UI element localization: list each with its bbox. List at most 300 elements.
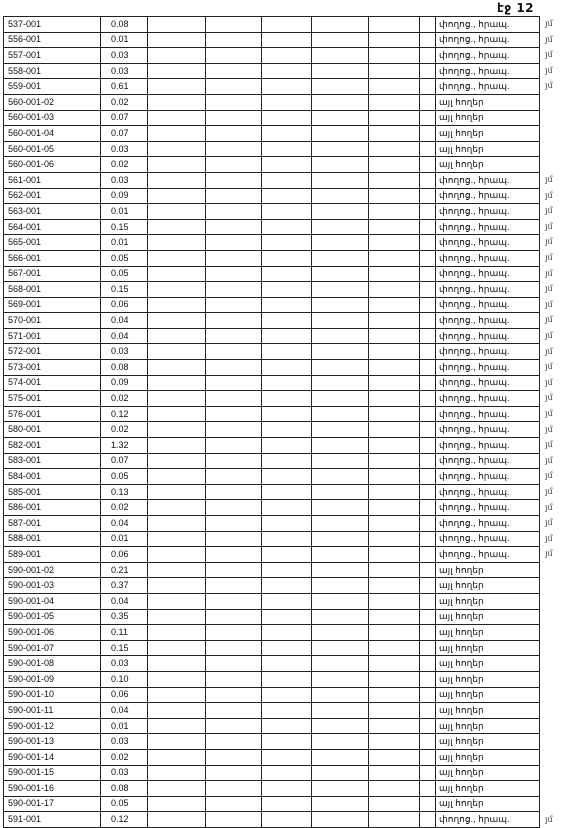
parcel-code-cell: 559-001 [4, 79, 101, 95]
land-type-cell: այլ հողեր [436, 656, 540, 672]
empty-cell [262, 656, 312, 672]
empty-cell [420, 79, 436, 95]
area-value-cell: 0.15 [101, 640, 148, 656]
table-row [4, 126, 540, 142]
land-type-cell: փողոց., հրապ. [436, 812, 540, 828]
land-type-cell: փողոց., հրապ. [436, 250, 540, 266]
parcel-code-cell: 567-001 [4, 266, 101, 282]
land-type-cell: փողոց., հրապ. [436, 391, 540, 407]
empty-cell [420, 718, 436, 734]
empty-cell [312, 360, 369, 376]
empty-cell [420, 360, 436, 376]
area-value-cell: 0.08 [101, 360, 148, 376]
empty-cell [369, 625, 420, 641]
margin-mark: յմ [545, 377, 553, 387]
empty-cell [262, 578, 312, 594]
empty-cell [420, 63, 436, 79]
empty-cell [420, 126, 436, 142]
land-type-cell: փողոց., հրապ. [436, 297, 540, 313]
empty-cell [148, 656, 206, 672]
empty-cell [369, 422, 420, 438]
empty-cell [369, 126, 420, 142]
land-type-cell: փողոց., հրապ. [436, 172, 540, 188]
empty-cell [262, 126, 312, 142]
table-row [4, 796, 540, 812]
empty-cell [312, 422, 369, 438]
area-value-cell: 0.03 [101, 63, 148, 79]
empty-cell [312, 406, 369, 422]
empty-cell [312, 484, 369, 500]
empty-cell [148, 453, 206, 469]
empty-cell [420, 110, 436, 126]
parcel-code-cell: 590-001-06 [4, 625, 101, 641]
table-row [4, 48, 540, 64]
area-value-cell: 0.06 [101, 687, 148, 703]
land-type-cell: փողոց., հրապ. [436, 547, 540, 563]
empty-cell [206, 266, 262, 282]
empty-cell [262, 687, 312, 703]
empty-cell [369, 531, 420, 547]
empty-cell [312, 172, 369, 188]
margin-mark: յմ [545, 487, 553, 496]
land-type-cell: փողոց., հրապ. [436, 438, 540, 454]
land-type-cell: այլ հողեր [436, 796, 540, 812]
parcel-code-cell: 557-001 [4, 48, 101, 64]
area-value-cell: 0.61 [101, 79, 148, 95]
land-type-cell: փողոց., հրապ. [436, 48, 540, 64]
margin-mark: յմ [545, 814, 553, 824]
empty-cell [420, 235, 436, 251]
empty-cell [206, 204, 262, 220]
empty-cell [206, 219, 262, 235]
empty-cell [312, 516, 369, 532]
margin-mark: յմ [545, 393, 553, 403]
empty-cell [206, 703, 262, 719]
empty-cell [420, 297, 436, 313]
empty-cell [148, 344, 206, 360]
land-type-cell: փողոց., հրապ. [436, 282, 540, 298]
empty-cell [312, 578, 369, 594]
table-row [4, 344, 540, 360]
parcel-code-cell: 590-001-14 [4, 749, 101, 765]
empty-cell [262, 313, 312, 329]
parcel-code-cell: 590-001-03 [4, 578, 101, 594]
empty-cell [206, 17, 262, 33]
empty-cell [206, 188, 262, 204]
area-value-cell: 0.02 [101, 157, 148, 173]
empty-cell [262, 235, 312, 251]
empty-cell [420, 687, 436, 703]
margin-mark: յմ [545, 424, 553, 434]
margin-mark: յմ [545, 299, 553, 309]
margin-mark: յմ [545, 346, 553, 356]
empty-cell [148, 110, 206, 126]
empty-cell [420, 812, 436, 828]
area-value-cell: 0.12 [101, 406, 148, 422]
empty-cell [262, 765, 312, 781]
empty-cell [148, 406, 206, 422]
empty-cell [312, 547, 369, 563]
empty-cell [420, 469, 436, 485]
empty-cell [262, 344, 312, 360]
empty-cell [369, 344, 420, 360]
parcel-code-cell: 560-001-04 [4, 126, 101, 142]
empty-cell [369, 141, 420, 157]
area-value-cell: 0.09 [101, 375, 148, 391]
empty-cell [312, 32, 369, 48]
empty-cell [206, 484, 262, 500]
empty-cell [148, 438, 206, 454]
area-value-cell: 0.02 [101, 94, 148, 110]
land-type-cell: այլ հողեր [436, 734, 540, 750]
empty-cell [312, 453, 369, 469]
empty-cell [420, 656, 436, 672]
parcel-code-cell: 590-001-13 [4, 734, 101, 750]
empty-cell [206, 110, 262, 126]
empty-cell [148, 17, 206, 33]
empty-cell [369, 48, 420, 64]
empty-cell [312, 593, 369, 609]
land-type-cell: փողոց., հրապ. [436, 235, 540, 251]
empty-cell [206, 734, 262, 750]
table-row [4, 172, 540, 188]
empty-cell [206, 63, 262, 79]
table-row [4, 781, 540, 797]
parcel-code-cell: 560-001-06 [4, 157, 101, 173]
empty-cell [420, 32, 436, 48]
area-value-cell: 0.07 [101, 110, 148, 126]
table-row [4, 63, 540, 79]
parcel-code-cell: 590-001-07 [4, 640, 101, 656]
table-row [4, 547, 540, 563]
land-type-cell: փողոց., հրապ. [436, 422, 540, 438]
area-value-cell: 0.05 [101, 469, 148, 485]
empty-cell [369, 32, 420, 48]
parcel-code-cell: 574-001 [4, 375, 101, 391]
land-type-cell: փողոց., հրապ. [436, 344, 540, 360]
empty-cell [206, 422, 262, 438]
empty-cell [312, 126, 369, 142]
table-body [4, 17, 540, 828]
empty-cell [206, 640, 262, 656]
table-row [4, 266, 540, 282]
parcel-code-cell: 587-001 [4, 516, 101, 532]
empty-cell [262, 391, 312, 407]
margin-mark: յմ [545, 34, 553, 44]
empty-cell [262, 531, 312, 547]
empty-cell [262, 266, 312, 282]
empty-cell [148, 796, 206, 812]
empty-cell [312, 625, 369, 641]
empty-cell [148, 703, 206, 719]
parcel-code-cell: 576-001 [4, 406, 101, 422]
table-row [4, 500, 540, 516]
land-type-cell: այլ հողեր [436, 718, 540, 734]
empty-cell [312, 313, 369, 329]
table-row [4, 687, 540, 703]
empty-cell [369, 687, 420, 703]
land-type-cell: փողոց., հրապ. [436, 328, 540, 344]
land-type-cell: փողոց., հրապ. [436, 79, 540, 95]
empty-cell [312, 141, 369, 157]
parcel-code-cell: 573-001 [4, 360, 101, 376]
table-row [4, 516, 540, 532]
area-value-cell: 0.10 [101, 671, 148, 687]
table-row [4, 219, 540, 235]
table-row [4, 250, 540, 266]
area-value-cell: 0.03 [101, 344, 148, 360]
area-value-cell: 0.04 [101, 703, 148, 719]
empty-cell [312, 609, 369, 625]
margin-mark: յմ [545, 440, 553, 450]
empty-cell [206, 671, 262, 687]
area-value-cell: 0.08 [101, 781, 148, 797]
table-row [4, 749, 540, 765]
empty-cell [148, 469, 206, 485]
margin-mark: յմ [545, 175, 553, 184]
page-number: էջ 12 [497, 1, 535, 15]
empty-cell [420, 734, 436, 750]
table-row [4, 609, 540, 625]
table-row [4, 406, 540, 422]
parcel-code-cell: 582-001 [4, 438, 101, 454]
table-row [4, 17, 540, 33]
empty-cell [262, 703, 312, 719]
empty-cell [206, 500, 262, 516]
empty-cell [206, 328, 262, 344]
land-parcel-table [3, 16, 540, 828]
empty-cell [369, 250, 420, 266]
empty-cell [369, 79, 420, 95]
area-value-cell: 0.12 [101, 812, 148, 828]
margin-mark: յմ [545, 221, 553, 231]
land-type-cell: փողոց., հրապ. [436, 516, 540, 532]
table-row [4, 593, 540, 609]
empty-cell [262, 360, 312, 376]
empty-cell [369, 406, 420, 422]
land-type-cell: այլ հողեր [436, 141, 540, 157]
empty-cell [148, 48, 206, 64]
area-value-cell: 0.37 [101, 578, 148, 594]
area-value-cell: 0.04 [101, 328, 148, 344]
land-type-cell: այլ հողեր [436, 781, 540, 797]
parcel-code-cell: 561-001 [4, 172, 101, 188]
parcel-code-cell: 537-001 [4, 17, 101, 33]
land-type-cell: այլ հողեր [436, 671, 540, 687]
empty-cell [369, 17, 420, 33]
empty-cell [369, 484, 420, 500]
margin-mark: յմ [545, 268, 553, 278]
margin-mark: յմ [545, 190, 553, 200]
land-type-cell: փողոց., հրապ. [436, 266, 540, 282]
table-row [4, 765, 540, 781]
empty-cell [369, 578, 420, 594]
area-value-cell: 0.02 [101, 749, 148, 765]
empty-cell [312, 48, 369, 64]
empty-cell [420, 17, 436, 33]
area-value-cell: 0.01 [101, 531, 148, 547]
empty-cell [206, 406, 262, 422]
empty-cell [148, 188, 206, 204]
empty-cell [420, 344, 436, 360]
empty-cell [420, 703, 436, 719]
area-value-cell: 0.03 [101, 172, 148, 188]
land-type-cell: այլ հողեր [436, 749, 540, 765]
empty-cell [206, 718, 262, 734]
empty-cell [262, 94, 312, 110]
empty-cell [148, 749, 206, 765]
land-type-cell: այլ հողեր [436, 110, 540, 126]
empty-cell [148, 609, 206, 625]
empty-cell [420, 375, 436, 391]
parcel-code-cell: 586-001 [4, 500, 101, 516]
empty-cell [420, 500, 436, 516]
empty-cell [420, 204, 436, 220]
empty-cell [206, 593, 262, 609]
empty-cell [262, 749, 312, 765]
empty-cell [369, 749, 420, 765]
table-row [4, 531, 540, 547]
empty-cell [262, 718, 312, 734]
empty-cell [262, 375, 312, 391]
empty-cell [148, 781, 206, 797]
land-type-cell: այլ հողեր [436, 703, 540, 719]
empty-cell [420, 781, 436, 797]
empty-cell [148, 266, 206, 282]
area-value-cell: 0.02 [101, 391, 148, 407]
land-type-cell: փողոց., հրապ. [436, 360, 540, 376]
empty-cell [312, 500, 369, 516]
table-row [4, 360, 540, 376]
empty-cell [148, 765, 206, 781]
empty-cell [420, 609, 436, 625]
empty-cell [148, 812, 206, 828]
empty-cell [206, 282, 262, 298]
empty-cell [148, 172, 206, 188]
empty-cell [369, 765, 420, 781]
land-type-cell: փողոց., հրապ. [436, 188, 540, 204]
empty-cell [420, 188, 436, 204]
empty-cell [369, 718, 420, 734]
parcel-code-cell: 558-001 [4, 63, 101, 79]
land-type-cell: փողոց., հրապ. [436, 375, 540, 391]
empty-cell [148, 671, 206, 687]
empty-cell [148, 79, 206, 95]
empty-cell [262, 172, 312, 188]
margin-mark: յմ [545, 549, 553, 559]
empty-cell [262, 516, 312, 532]
parcel-code-cell: 590-001-04 [4, 593, 101, 609]
table-row [4, 188, 540, 204]
empty-cell [312, 328, 369, 344]
empty-cell [206, 250, 262, 266]
empty-cell [312, 749, 369, 765]
empty-cell [148, 141, 206, 157]
empty-cell [148, 297, 206, 313]
empty-cell [312, 188, 369, 204]
empty-cell [206, 562, 262, 578]
empty-cell [369, 391, 420, 407]
parcel-code-cell: 564-001 [4, 219, 101, 235]
margin-mark: յմ [545, 19, 553, 28]
empty-cell [262, 671, 312, 687]
area-value-cell: 0.06 [101, 297, 148, 313]
margin-mark: յմ [545, 533, 553, 543]
empty-cell [262, 141, 312, 157]
land-type-cell: այլ հողեր [436, 593, 540, 609]
table-row [4, 32, 540, 48]
area-value-cell: 0.03 [101, 734, 148, 750]
empty-cell [369, 796, 420, 812]
land-type-cell: այլ հողեր [436, 578, 540, 594]
empty-cell [262, 157, 312, 173]
empty-cell [369, 562, 420, 578]
empty-cell [312, 94, 369, 110]
empty-cell [262, 781, 312, 797]
empty-cell [206, 297, 262, 313]
area-value-cell: 0.03 [101, 141, 148, 157]
empty-cell [312, 656, 369, 672]
empty-cell [369, 219, 420, 235]
empty-cell [148, 360, 206, 376]
empty-cell [369, 453, 420, 469]
table-row [4, 438, 540, 454]
area-value-cell: 0.13 [101, 484, 148, 500]
margin-mark: յմ [545, 81, 553, 91]
table-row [4, 734, 540, 750]
land-type-cell: փողոց., հրապ. [436, 484, 540, 500]
margin-mark: յմ [545, 455, 553, 465]
empty-cell [148, 313, 206, 329]
empty-cell [312, 718, 369, 734]
area-value-cell: 0.01 [101, 32, 148, 48]
empty-cell [369, 703, 420, 719]
empty-cell [148, 500, 206, 516]
empty-cell [262, 625, 312, 641]
empty-cell [206, 578, 262, 594]
empty-cell [420, 172, 436, 188]
empty-cell [312, 63, 369, 79]
empty-cell [262, 297, 312, 313]
area-value-cell: 0.15 [101, 219, 148, 235]
empty-cell [369, 734, 420, 750]
empty-cell [206, 391, 262, 407]
parcel-code-cell: 570-001 [4, 313, 101, 329]
parcel-code-cell: 569-001 [4, 297, 101, 313]
parcel-code-cell: 560-001-02 [4, 94, 101, 110]
empty-cell [206, 360, 262, 376]
empty-cell [312, 687, 369, 703]
empty-cell [420, 219, 436, 235]
empty-cell [420, 94, 436, 110]
empty-cell [312, 796, 369, 812]
area-value-cell: 0.05 [101, 266, 148, 282]
parcel-code-cell: 588-001 [4, 531, 101, 547]
land-type-cell: փողոց., հրապ. [436, 17, 540, 33]
empty-cell [262, 547, 312, 563]
parcel-code-cell: 560-001-05 [4, 141, 101, 157]
parcel-code-cell: 590-001-08 [4, 656, 101, 672]
empty-cell [148, 32, 206, 48]
empty-cell [262, 110, 312, 126]
land-type-cell: այլ հողեր [436, 94, 540, 110]
table-row [4, 297, 540, 313]
empty-cell [206, 687, 262, 703]
empty-cell [148, 593, 206, 609]
empty-cell [262, 282, 312, 298]
empty-cell [262, 250, 312, 266]
empty-cell [420, 484, 436, 500]
